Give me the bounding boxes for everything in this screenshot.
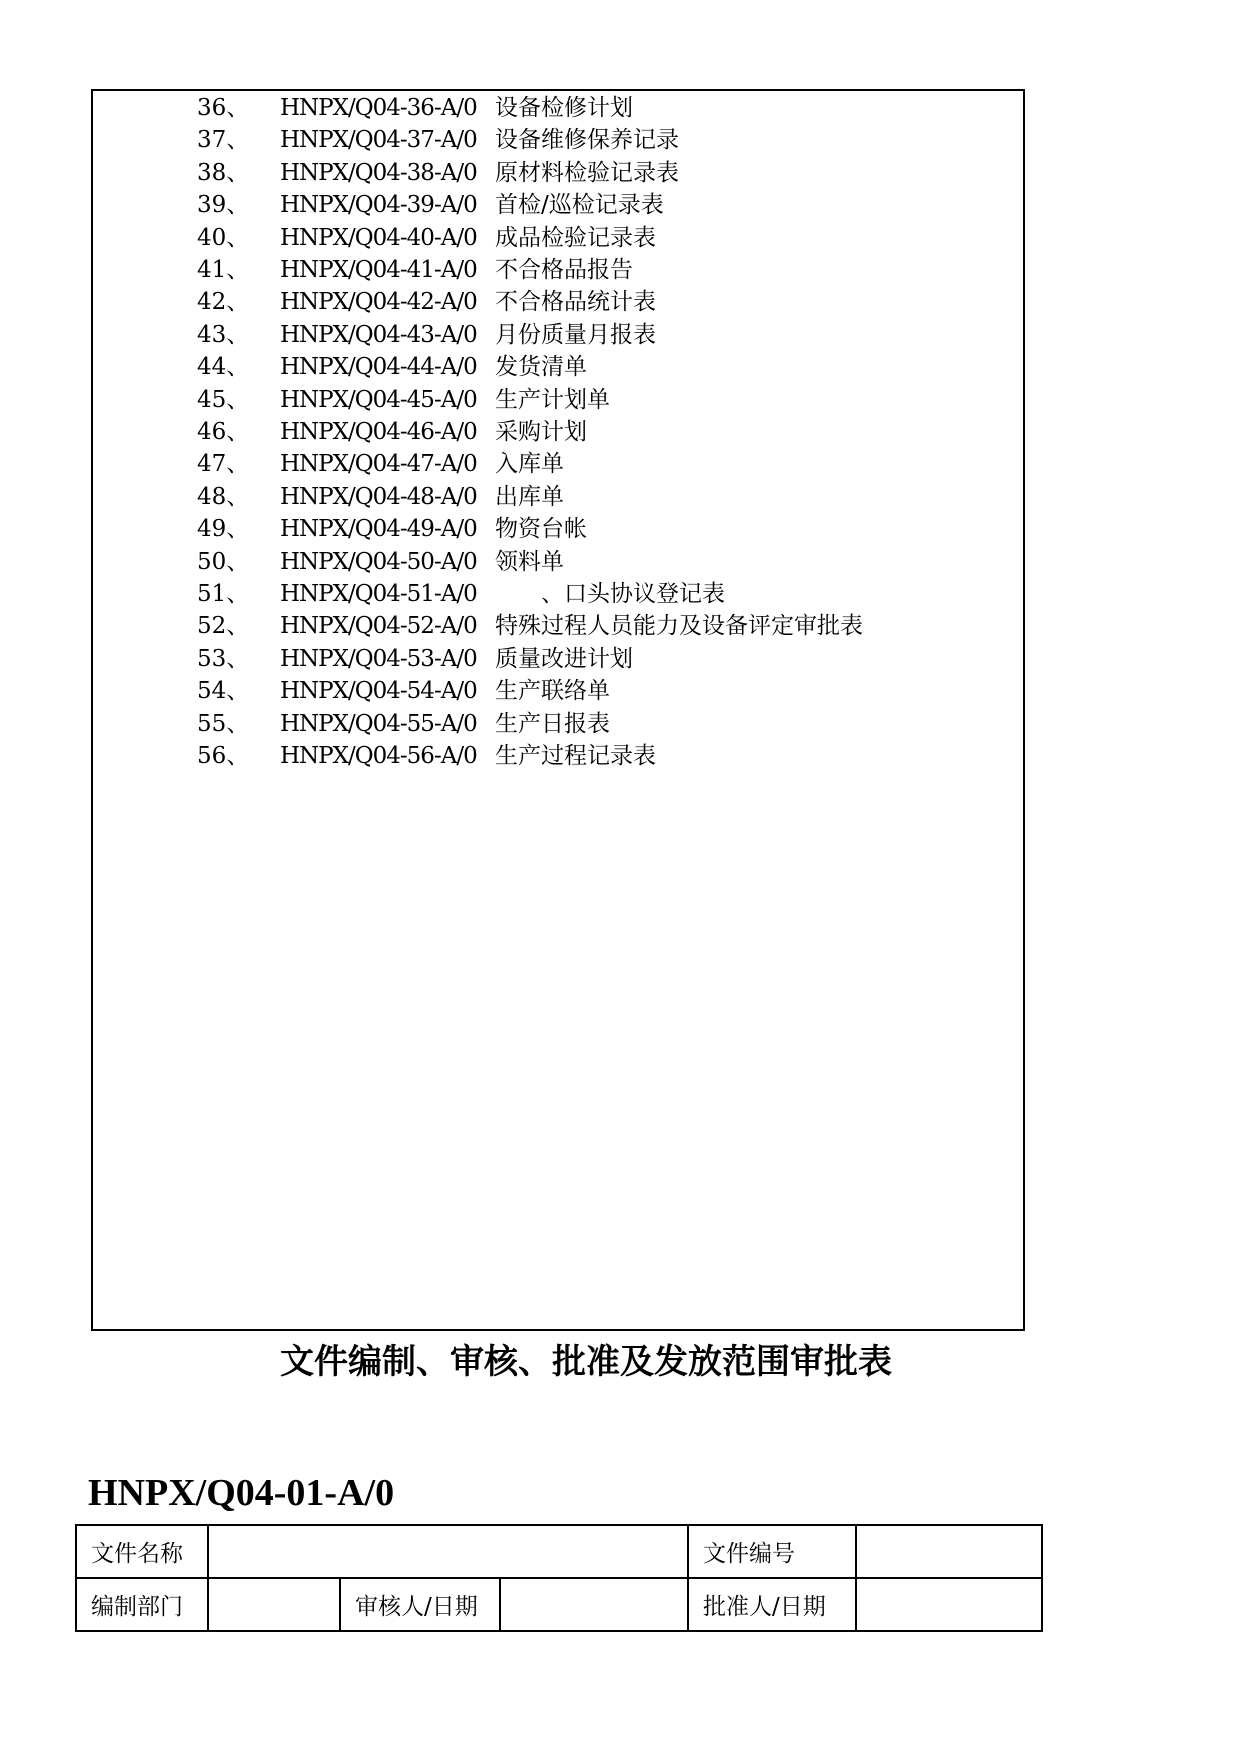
list-item-code: HNPX/Q04-44-A/0 <box>280 354 477 381</box>
list-item <box>93 481 1023 513</box>
list-item-name: 出库单 <box>495 483 564 510</box>
list-item-name: 成品检验记录表 <box>495 224 656 251</box>
list-item-name: 生产联络单 <box>495 678 610 705</box>
list-item-number: 55、 <box>197 710 250 737</box>
list-item-name: 生产日报表 <box>495 710 610 737</box>
list-item-code: HNPX/Q04-46-A/0 <box>280 419 477 445</box>
list-item-name: 不合格品报告 <box>495 257 633 283</box>
list-item-number: 54、 <box>197 678 250 705</box>
list-item-name: 领料单 <box>495 548 564 575</box>
list-item-number: 43、 <box>197 321 250 348</box>
list-item <box>93 384 1023 416</box>
list-item-number: 50、 <box>197 548 250 575</box>
form-document-code: HNPX/Q04-01-A/0 <box>88 1472 395 1514</box>
list-item-name: 发货清单 <box>495 354 587 381</box>
list-item-code: HNPX/Q04-39-A/0 <box>280 192 477 219</box>
list-item-code: HNPX/Q04-51-A/0 <box>280 581 477 607</box>
list-item-code: HNPX/Q04-49-A/0 <box>280 516 477 543</box>
list-item-code: HNPX/Q04-53-A/0 <box>280 645 477 672</box>
record-list-frame <box>91 89 1025 1331</box>
list-item <box>93 157 1023 189</box>
list-item-number: 49、 <box>197 516 250 543</box>
list-item-code: HNPX/Q04-36-A/0 <box>280 95 477 121</box>
list-item <box>93 643 1023 675</box>
list-item-code: HNPX/Q04-43-A/0 <box>280 321 477 348</box>
list-item-name: 月份质量月报表 <box>495 321 656 348</box>
list-item <box>93 610 1023 642</box>
list-item-code: HNPX/Q04-50-A/0 <box>280 548 477 575</box>
list-item-code: HNPX/Q04-41-A/0 <box>280 257 477 283</box>
department-field[interactable] <box>208 1578 340 1631</box>
approval-row-signoff <box>76 1578 1042 1631</box>
list-item-name: 不合格品统计表 <box>495 289 656 316</box>
file-name-label: 文件名称 <box>76 1525 208 1578</box>
list-item <box>93 546 1023 578</box>
list-item-number: 44、 <box>197 354 250 381</box>
list-item-name: 、口头协议登记表 <box>495 581 725 607</box>
list-item-name: 设备检修计划 <box>495 95 633 121</box>
list-item-code: HNPX/Q04-55-A/0 <box>280 710 477 737</box>
list-item-number: 41、 <box>197 257 250 283</box>
list-item-name: 原材料检验记录表 <box>495 159 679 186</box>
list-item-code: HNPX/Q04-38-A/0 <box>280 159 477 186</box>
list-item-number: 42、 <box>197 289 250 316</box>
file-number-label: 文件编号 <box>688 1525 856 1578</box>
list-item-name: 设备维修保养记录 <box>495 127 679 154</box>
approver-date-label: 批准人/日期 <box>688 1578 856 1631</box>
list-item-code: HNPX/Q04-48-A/0 <box>280 483 477 510</box>
list-item <box>93 222 1023 254</box>
list-item-number: 37、 <box>197 127 250 154</box>
list-item-name: 生产计划单 <box>495 386 610 413</box>
approval-table <box>75 1524 1043 1632</box>
list-item-number: 48、 <box>197 483 250 510</box>
list-item-number: 47、 <box>197 451 250 478</box>
approver-date-field[interactable] <box>856 1578 1042 1631</box>
list-item-code: HNPX/Q04-56-A/0 <box>280 743 477 769</box>
list-item-number: 39、 <box>197 192 250 219</box>
list-item <box>93 351 1023 383</box>
list-item-name: 质量改进计划 <box>495 645 633 672</box>
list-item-code: HNPX/Q04-45-A/0 <box>280 386 477 413</box>
list-item-name: 首检/巡检记录表 <box>495 192 664 219</box>
list-item-number: 46、 <box>197 419 250 445</box>
list-item <box>93 448 1023 480</box>
list-item-name: 物资台帐 <box>495 516 587 543</box>
list-item-code: HNPX/Q04-42-A/0 <box>280 289 477 316</box>
list-item-code: HNPX/Q04-37-A/0 <box>280 127 477 154</box>
list-item <box>93 286 1023 318</box>
reviewer-date-label: 审核人/日期 <box>340 1578 500 1631</box>
approval-row-file <box>76 1525 1042 1578</box>
file-number-field[interactable] <box>856 1525 1042 1578</box>
list-item-number: 52、 <box>197 613 250 640</box>
reviewer-date-field[interactable] <box>500 1578 688 1631</box>
list-item-number: 51、 <box>197 581 250 607</box>
list-item <box>93 578 1023 610</box>
list-item <box>93 254 1023 286</box>
list-item-name: 入库单 <box>495 451 564 478</box>
list-item-number: 45、 <box>197 386 250 413</box>
list-item-code: HNPX/Q04-54-A/0 <box>280 678 477 705</box>
list-item <box>93 189 1023 221</box>
list-item-name: 特殊过程人员能力及设备评定审批表 <box>495 613 863 640</box>
list-item <box>93 513 1023 545</box>
file-name-field[interactable] <box>208 1525 688 1578</box>
list-item-number: 53、 <box>197 645 250 672</box>
list-item <box>93 416 1023 448</box>
list-item <box>93 319 1023 351</box>
list-item-number: 56、 <box>197 743 250 769</box>
list-item-number: 38、 <box>197 159 250 186</box>
list-item-code: HNPX/Q04-47-A/0 <box>280 451 477 478</box>
list-item-number: 36、 <box>197 95 250 121</box>
list-item-name: 采购计划 <box>495 419 587 445</box>
department-label: 编制部门 <box>76 1578 208 1631</box>
list-item <box>93 92 1023 124</box>
list-item-name: 生产过程记录表 <box>495 743 656 769</box>
list-item-code: HNPX/Q04-52-A/0 <box>280 613 477 640</box>
list-item <box>93 124 1023 156</box>
list-item <box>93 675 1023 707</box>
list-item-code: HNPX/Q04-40-A/0 <box>280 224 477 251</box>
list-item <box>93 740 1023 772</box>
list-item <box>93 708 1023 740</box>
form-title: 文件编制、审核、批准及发放范围审批表 <box>280 1342 892 1382</box>
list-item-number: 40、 <box>197 224 250 251</box>
